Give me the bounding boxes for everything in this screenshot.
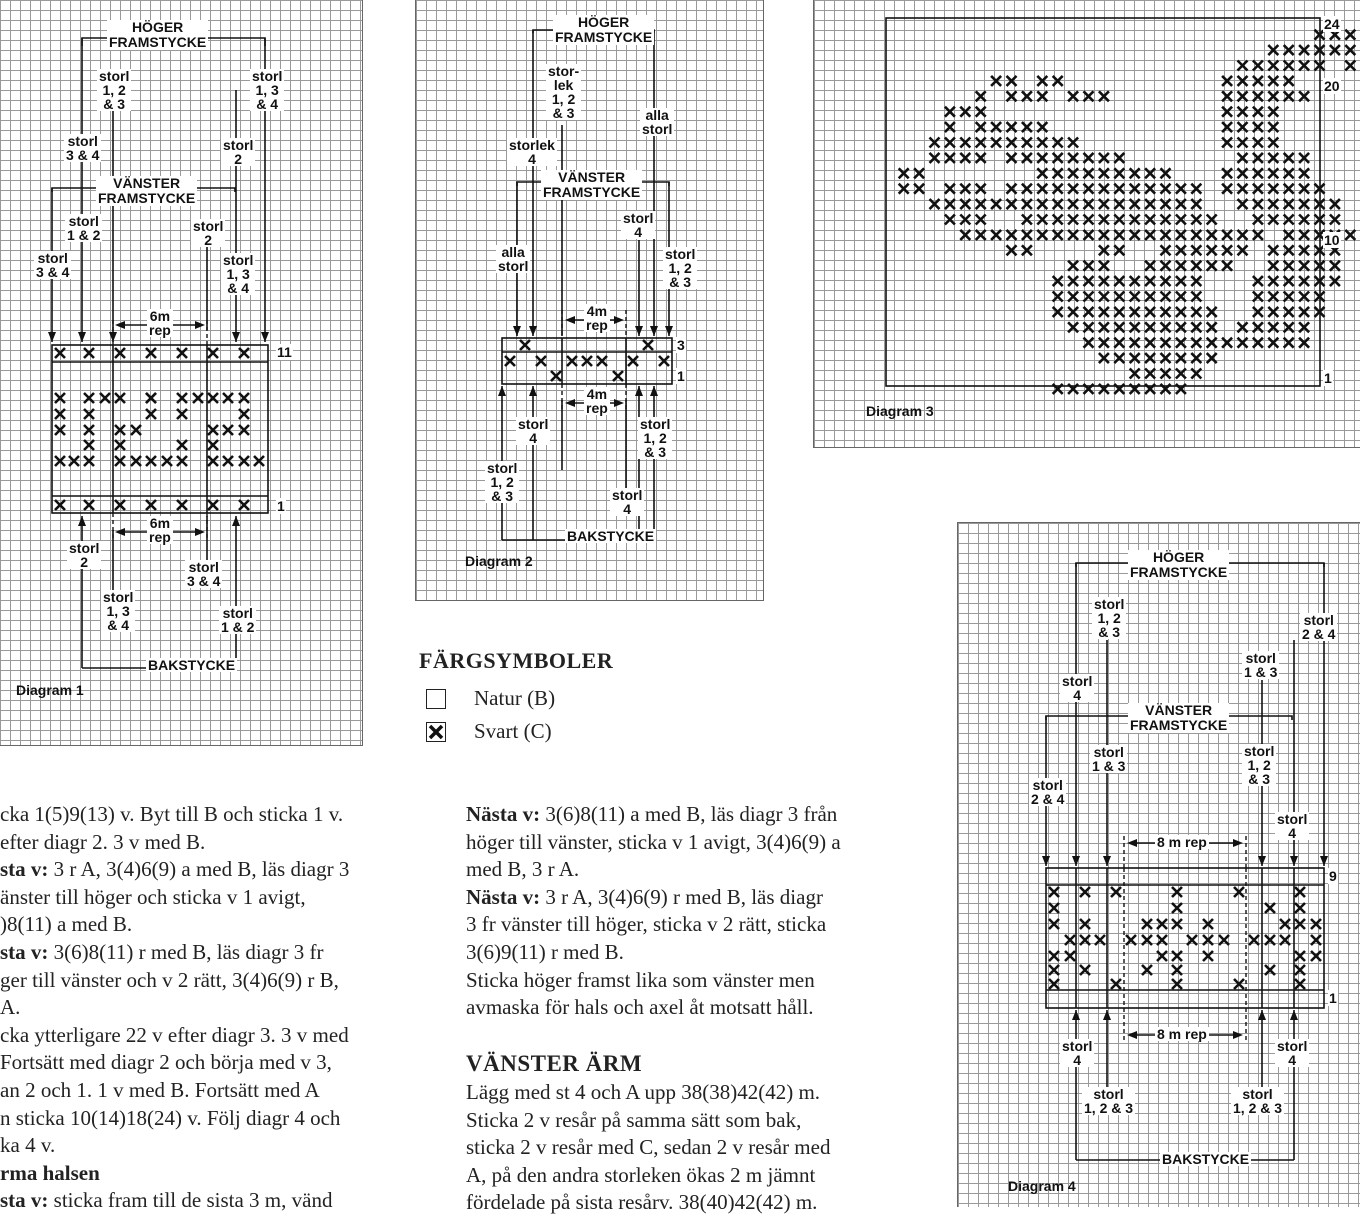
right-column-text <box>466 801 841 1022</box>
text-line: Fortsätt med diagr 2 och börja med v 3, <box>0 1050 332 1075</box>
size-label: storl 1, 2 & 3 <box>1094 596 1125 640</box>
diagram-4-bottom-title: BAKSTYCKE <box>1162 1151 1250 1167</box>
stitch-cross <box>1203 935 1213 945</box>
repeat-label: 6m rep <box>149 515 171 545</box>
size-label: storl 1, 2 & 3 <box>640 416 671 460</box>
stitch-cross <box>1295 951 1305 961</box>
size-label: storlek 4 <box>509 137 555 167</box>
stitch-cross <box>1234 979 1244 989</box>
text-line: an 2 och 1. 1 v med B. Fortsätt med A <box>0 1077 320 1102</box>
stitch-cross <box>1295 903 1305 913</box>
legend-title: FÄRGSYMBOLER <box>419 648 614 673</box>
text-line: n sticka 10(14)18(24) v. Följ diagr 4 och <box>0 1105 341 1130</box>
stitch-cross <box>1234 887 1244 897</box>
stitch-cross <box>1049 965 1059 975</box>
repeat-label: 8 m rep <box>1157 1026 1207 1042</box>
text-line: sticka 2 v resår med C, sedan 2 v resår med <box>466 1135 831 1160</box>
text-line: höger till vänster, sticka v 1 avigt, 3(4)6(9) a <box>466 829 841 854</box>
sleeve-heading: VÄNSTER ÄRM <box>466 1051 643 1076</box>
stitch-cross <box>1065 935 1075 945</box>
diagram-2-mid-title: VÄNSTER FRAMSTYCKE <box>543 169 641 200</box>
diagram-1-mid-title: VÄNSTER FRAMSTYCKE <box>98 175 196 206</box>
repeat-label: 6m rep <box>149 308 171 338</box>
text-line: Sticka 2 v resår på samma sätt som bak, <box>466 1107 802 1132</box>
stitch-cross <box>1157 919 1167 929</box>
stitch-cross <box>1265 903 1275 913</box>
stitch-cross <box>1157 951 1167 961</box>
size-label: storl 4 <box>623 210 654 240</box>
stitch-cross <box>1295 919 1305 929</box>
stitch-cross <box>1080 887 1090 897</box>
stitch-cross <box>1280 935 1290 945</box>
stitch-cross <box>1187 935 1197 945</box>
stitch-cross <box>1311 919 1321 929</box>
text-line: A. <box>0 995 21 1020</box>
size-label: storl 4 <box>612 487 643 517</box>
text-line: )8(11) a med B. <box>0 912 133 937</box>
diagram-1-caption: Diagram 1 <box>16 682 84 698</box>
stitch-cross <box>1049 979 1059 989</box>
row-number: 10 <box>1324 232 1340 248</box>
size-label: storl 1, 2 & 3 <box>1084 1086 1134 1116</box>
text-line: änster till höger och sticka v 1 avigt, <box>0 884 306 909</box>
stitch-cross <box>1203 951 1213 961</box>
stitch-cross <box>1049 919 1059 929</box>
row-number: 20 <box>1324 78 1340 94</box>
text-line: Nästa v: 3 r A, 3(4)6(9) r med B, läs diagr <box>466 884 823 909</box>
text-line: avmaska för hals och axel åt motsatt håll. <box>466 995 814 1020</box>
size-label: alla storl <box>498 244 529 274</box>
repeat-label: 4m rep <box>586 386 608 416</box>
stitch-cross <box>1080 935 1090 945</box>
stitch-cross <box>1157 935 1167 945</box>
stitch-cross <box>1265 935 1275 945</box>
row-number: 1 <box>1324 370 1332 386</box>
text-line: med B, 3 r A. <box>466 857 580 882</box>
text-line: A, på den andra storleken ökas 2 m jämnt <box>466 1162 816 1187</box>
legend-label-svart: Svart (C) <box>474 719 552 743</box>
size-label: storl 1 & 3 <box>1244 650 1278 680</box>
stitch-cross <box>1095 935 1105 945</box>
stitch-cross <box>1080 919 1090 929</box>
diagram-1-top-title: HÖGER FRAMSTYCKE <box>109 19 207 50</box>
legend-item-svart <box>426 719 552 744</box>
text-line: efter diagr 2. 3 v med B. <box>0 829 206 854</box>
stitch-cross <box>1049 903 1059 913</box>
text-line: fördelade på sista resårv. 38(40)42(42) m. <box>466 1190 818 1215</box>
stitch-cross <box>1172 951 1182 961</box>
stitch-cross <box>1172 887 1182 897</box>
row-number: 9 <box>1329 868 1337 884</box>
size-label: storl 3 & 4 <box>187 559 221 589</box>
size-label: stor- lek 1, 2 & 3 <box>548 63 580 121</box>
size-label: storl 1, 3 & 4 <box>252 68 283 112</box>
size-label: storl 2 & 4 <box>1031 777 1065 807</box>
text-line: cka 1(5)9(13) v. Byt till B och sticka 1 v. <box>0 802 344 826</box>
stitch-cross <box>1080 965 1090 975</box>
text-line: 3 fr vänster till höger, sticka v 2 rätt, sticka <box>466 912 827 937</box>
stitch-cross <box>1203 919 1213 929</box>
stitch-cross <box>1265 965 1275 975</box>
stitch-cross <box>1172 979 1182 989</box>
size-label: storl 1, 2 & 3 <box>487 460 518 504</box>
size-label: storl 1 & 2 <box>221 605 255 635</box>
stitch-cross <box>1172 965 1182 975</box>
stitch-cross <box>1111 887 1121 897</box>
legend-item-natur <box>426 686 555 711</box>
size-label: storl 1, 2 & 3 <box>1244 743 1275 787</box>
stitch-cross <box>1111 979 1121 989</box>
size-label: storl 3 & 4 <box>36 250 70 280</box>
repeat-label: 8 m rep <box>1157 834 1207 850</box>
empty-square-icon <box>426 689 446 709</box>
cross-square-icon <box>426 722 446 742</box>
text-line: sta v: sticka fram till de sista 3 m, vänd <box>0 1188 333 1213</box>
sleeve-text <box>466 1079 830 1217</box>
row-number: 1 <box>1329 990 1337 1006</box>
diagram-3-caption: Diagram 3 <box>866 403 934 419</box>
text-line: sta v: 3(6)8(11) r med B, läs diagr 3 fr <box>0 939 324 964</box>
text-line: rma halsen <box>0 1160 100 1185</box>
stitch-cross <box>1126 935 1136 945</box>
text-line: sta v: 3 r A, 3(4)6(9) a med B, läs diagr 3 <box>0 857 350 882</box>
row-number: 1 <box>277 498 285 514</box>
row-number: 3 <box>677 337 685 353</box>
size-label: storl 4 <box>518 416 549 446</box>
stitch-cross <box>1049 951 1059 961</box>
stitch-cross <box>1311 951 1321 961</box>
text-line: ger till vänster och v 2 rätt, 3(4)6(9) r B, <box>0 967 339 992</box>
size-label: storl 2 & 4 <box>1302 612 1336 642</box>
legend-label-natur: Natur (B) <box>474 686 556 710</box>
size-label: alla storl <box>642 107 673 137</box>
stitch-cross <box>1049 887 1059 897</box>
stitch-cross <box>1280 919 1290 929</box>
row-number: 24 <box>1324 16 1340 32</box>
text-line: Sticka höger framst lika som vänster men <box>466 967 815 992</box>
stitch-cross <box>1172 903 1182 913</box>
stitch-cross <box>1142 935 1152 945</box>
stitch-cross <box>1172 919 1182 929</box>
stitch-cross <box>1311 935 1321 945</box>
stitch-cross <box>1295 979 1305 989</box>
diagram-1-bottom-title: BAKSTYCKE <box>148 657 236 673</box>
size-label: storl 1, 2 & 3 <box>1233 1086 1283 1116</box>
size-label: storl 4 <box>1277 811 1308 841</box>
size-label: storl 3 & 4 <box>66 133 100 163</box>
stitch-cross <box>1295 887 1305 897</box>
size-label: storl 1, 2 & 3 <box>99 68 130 112</box>
text-line: Lägg med st 4 och A upp 38(38)42(42) m. <box>466 1080 821 1104</box>
size-label: storl 2 <box>223 137 254 167</box>
text-line: Nästa v: 3(6)8(11) a med B, läs diagr 3 från <box>466 802 838 826</box>
stitch-cross <box>1249 935 1259 945</box>
repeat-label: 4m rep <box>586 303 608 333</box>
stitch-cross <box>1142 965 1152 975</box>
size-label: storl 1, 3 & 4 <box>103 589 134 633</box>
size-label: storl 1, 2 & 3 <box>665 246 696 290</box>
diagram-2-caption: Diagram 2 <box>465 553 533 569</box>
diagram-4-top-title: HÖGER FRAMSTYCKE <box>1130 549 1228 580</box>
size-label: storl 4 <box>1062 1038 1093 1068</box>
stitch-cross <box>1295 965 1305 975</box>
size-label: storl 4 <box>1277 1038 1308 1068</box>
diagram-4-mid-title: VÄNSTER FRAMSTYCKE <box>1130 702 1228 733</box>
size-label: storl 2 <box>69 540 100 570</box>
diagram-4-caption: Diagram 4 <box>1008 1178 1076 1194</box>
left-column-text <box>0 801 349 1215</box>
size-label: storl 1 & 3 <box>1092 744 1126 774</box>
size-label: storl 1, 3 & 4 <box>223 252 254 296</box>
row-number: 11 <box>277 344 292 360</box>
text-line: cka ytterligare 22 v efter diagr 3. 3 v med <box>0 1022 349 1047</box>
stitch-cross <box>1219 935 1229 945</box>
text-line: 3(6)9(11) r med B. <box>466 939 624 964</box>
size-label: storl 2 <box>193 218 224 248</box>
size-label: storl 4 <box>1062 673 1093 703</box>
diagram-2-top-title: HÖGER FRAMSTYCKE <box>555 14 653 45</box>
stitch-cross <box>1065 951 1075 961</box>
row-number: 1 <box>677 368 685 384</box>
diagram-2-bottom-title: BAKSTYCKE <box>567 528 655 544</box>
text-line: ka 4 v. <box>0 1133 56 1158</box>
stitch-cross <box>1142 919 1152 929</box>
size-label: storl 1 & 2 <box>67 213 101 243</box>
